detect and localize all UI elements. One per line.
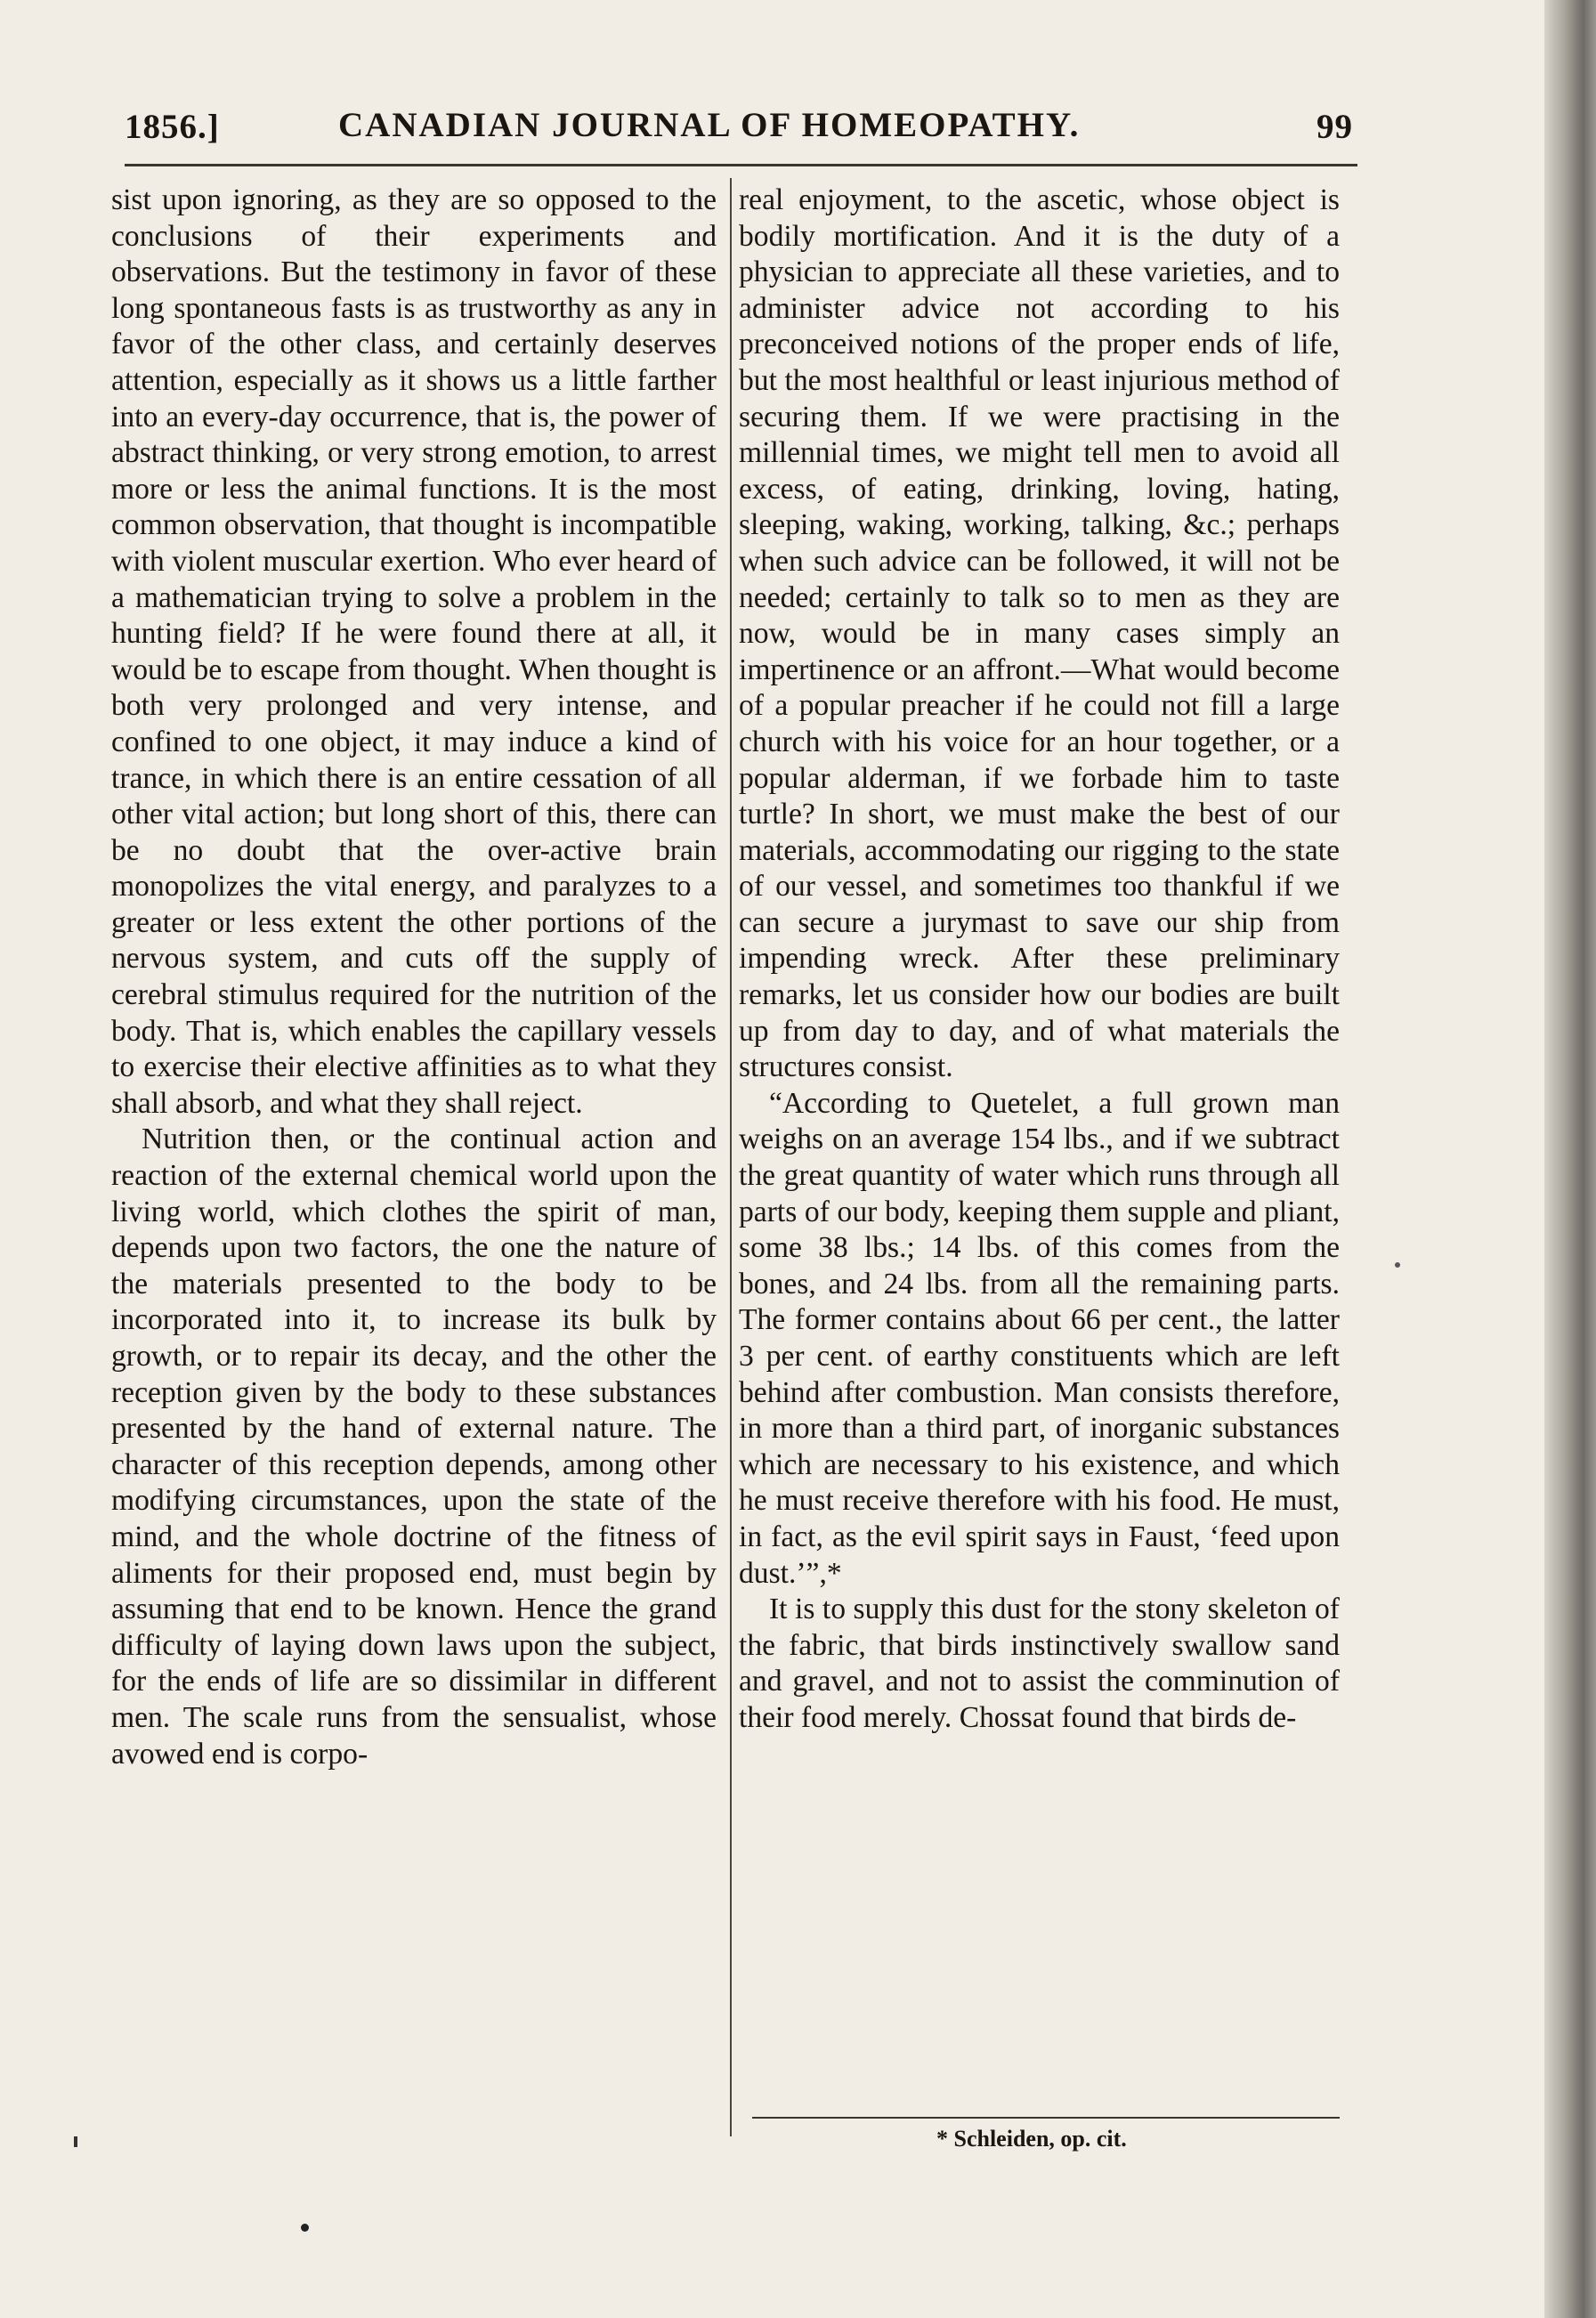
right-paragraph-3: It is to supply this dust for the stony skeleton of the fabric, that birds instinctively swallow sand and gravel, and not to assist the comminution of their food merely. Chossat found that birds de-	[739, 1593, 1340, 1734]
ink-dot	[301, 2224, 309, 2232]
footnote-rule	[752, 2117, 1340, 2119]
journal-title: CANADIAN JOURNAL OF HOMEOPATHY.	[338, 106, 1081, 144]
margin-mark	[74, 2136, 77, 2147]
footnote: * Schleiden, op. cit.	[936, 2126, 1127, 2152]
running-header	[125, 96, 1353, 150]
right-paragraph-1: real enjoyment, to the ascetic, whose object is bodily mortification. And it is the duty of a physician to appreciate all these varieties, and to administer advice not according to his preconceived notions of the proper ends of life, but the most healthful or least injurious method of securing them. If we were practising in the millennial times, we might tell men to avoid all excess, of eating, drinking, loving, hating, sleeping, waking, working, talking, &c.; perhaps when such advice can be followed, it will not be needed; certainly to talk so to men as they are now, would be in many cases simply an impertinence or an affront.—What would become of a popular preacher if he could not fill a large church with his voice for an hour together, or a popular alderman, if we forbade him to taste turtle? In short, we must make the best of our materials, accommodating our rigging to the state of our vessel, and sometimes too thankful if we can secure a jurymast to save our ship from impending wreck. After these preliminary remarks, let us consider how our bodies are built up from day to day, and of what materials the structures consist.	[739, 183, 1340, 1084]
book-binding-edge	[1544, 0, 1596, 2318]
left-column	[111, 182, 717, 1772]
left-paragraph-1: sist upon ignoring, as they are so opposed to the conclusions of their experiments and observations. But the testimony in favor of these long spontaneous fasts is as trustworthy as any in favor of the other class, and certainly deserves attention, especially as it shows us a little farther into an every-day occurrence, that is, the power of abstract thinking, or very strong emotion, to arrest more or less the animal functions. It is the most common observation, that thought is incompatible with violent muscular exertion. Who ever heard of a mathematician trying to solve a problem in the hunting field? If he were found there at all, it would be to escape from thought. When thought is both very prolonged and very intense, and confined to one object, it may induce a kind of trance, in which there is an entire cessation of all other vital action; but long short of this, there can be no doubt that the over-active brain monopolizes the vital energy, and paralyzes to a greater or less extent the other portions of the nervous system, and cuts off the supply of cerebral stimulus required for the nutrition of the body. That is, which enables the capillary vessels to exercise their elective affinities as to what they shall absorb, and what they shall reject.	[111, 183, 717, 1120]
left-paragraph-2: Nutrition then, or the continual action and reaction of the external chemical world upon the living world, which clothes the spirit of man, depends upon two factors, the one the nature of the materials presented to the body to be incorporated into it, to increase its bulk by growth, or to repair its decay, and the other the reception given by the body to these substances presented by the hand of external nature. The character of this reception depends, among other modifying circumstances, upon the state of the mind, and the whole doctrine of the fitness of aliments for their proposed end, must begin by assuming that end to be known. Hence the grand difficulty of laying down laws upon the subject, for the ends of life are so dissimilar in different men. The scale runs from the sensualist, whose avowed end is corpo-	[111, 1123, 717, 1771]
header-year: 1856.]	[125, 108, 220, 146]
column-divider	[730, 178, 732, 2136]
ink-dot	[1395, 1262, 1400, 1268]
right-paragraph-2: “According to Quetelet, a full grown man weighs on an average 154 lbs., and if we subtract the great quantity of water which runs through all parts of our body, keeping them supple and pliant, some 38 lbs.; 14 lbs. of this comes from the bones, and 24 lbs. from all the remaining parts. The former contains about 66 per cent., the latter 3 per cent. of earthy constituents which are left behind after combustion. Man consists therefore, in more than a third part, of inorganic substances which are necessary to his existence, and which he must receive therefore with his food. He must, in fact, as the evil spirit says in Faust, ‘feed upon dust.’”,*	[739, 1086, 1340, 1590]
right-column	[739, 182, 1340, 1737]
header-rule	[125, 164, 1357, 166]
page-number: 99	[1316, 108, 1353, 146]
